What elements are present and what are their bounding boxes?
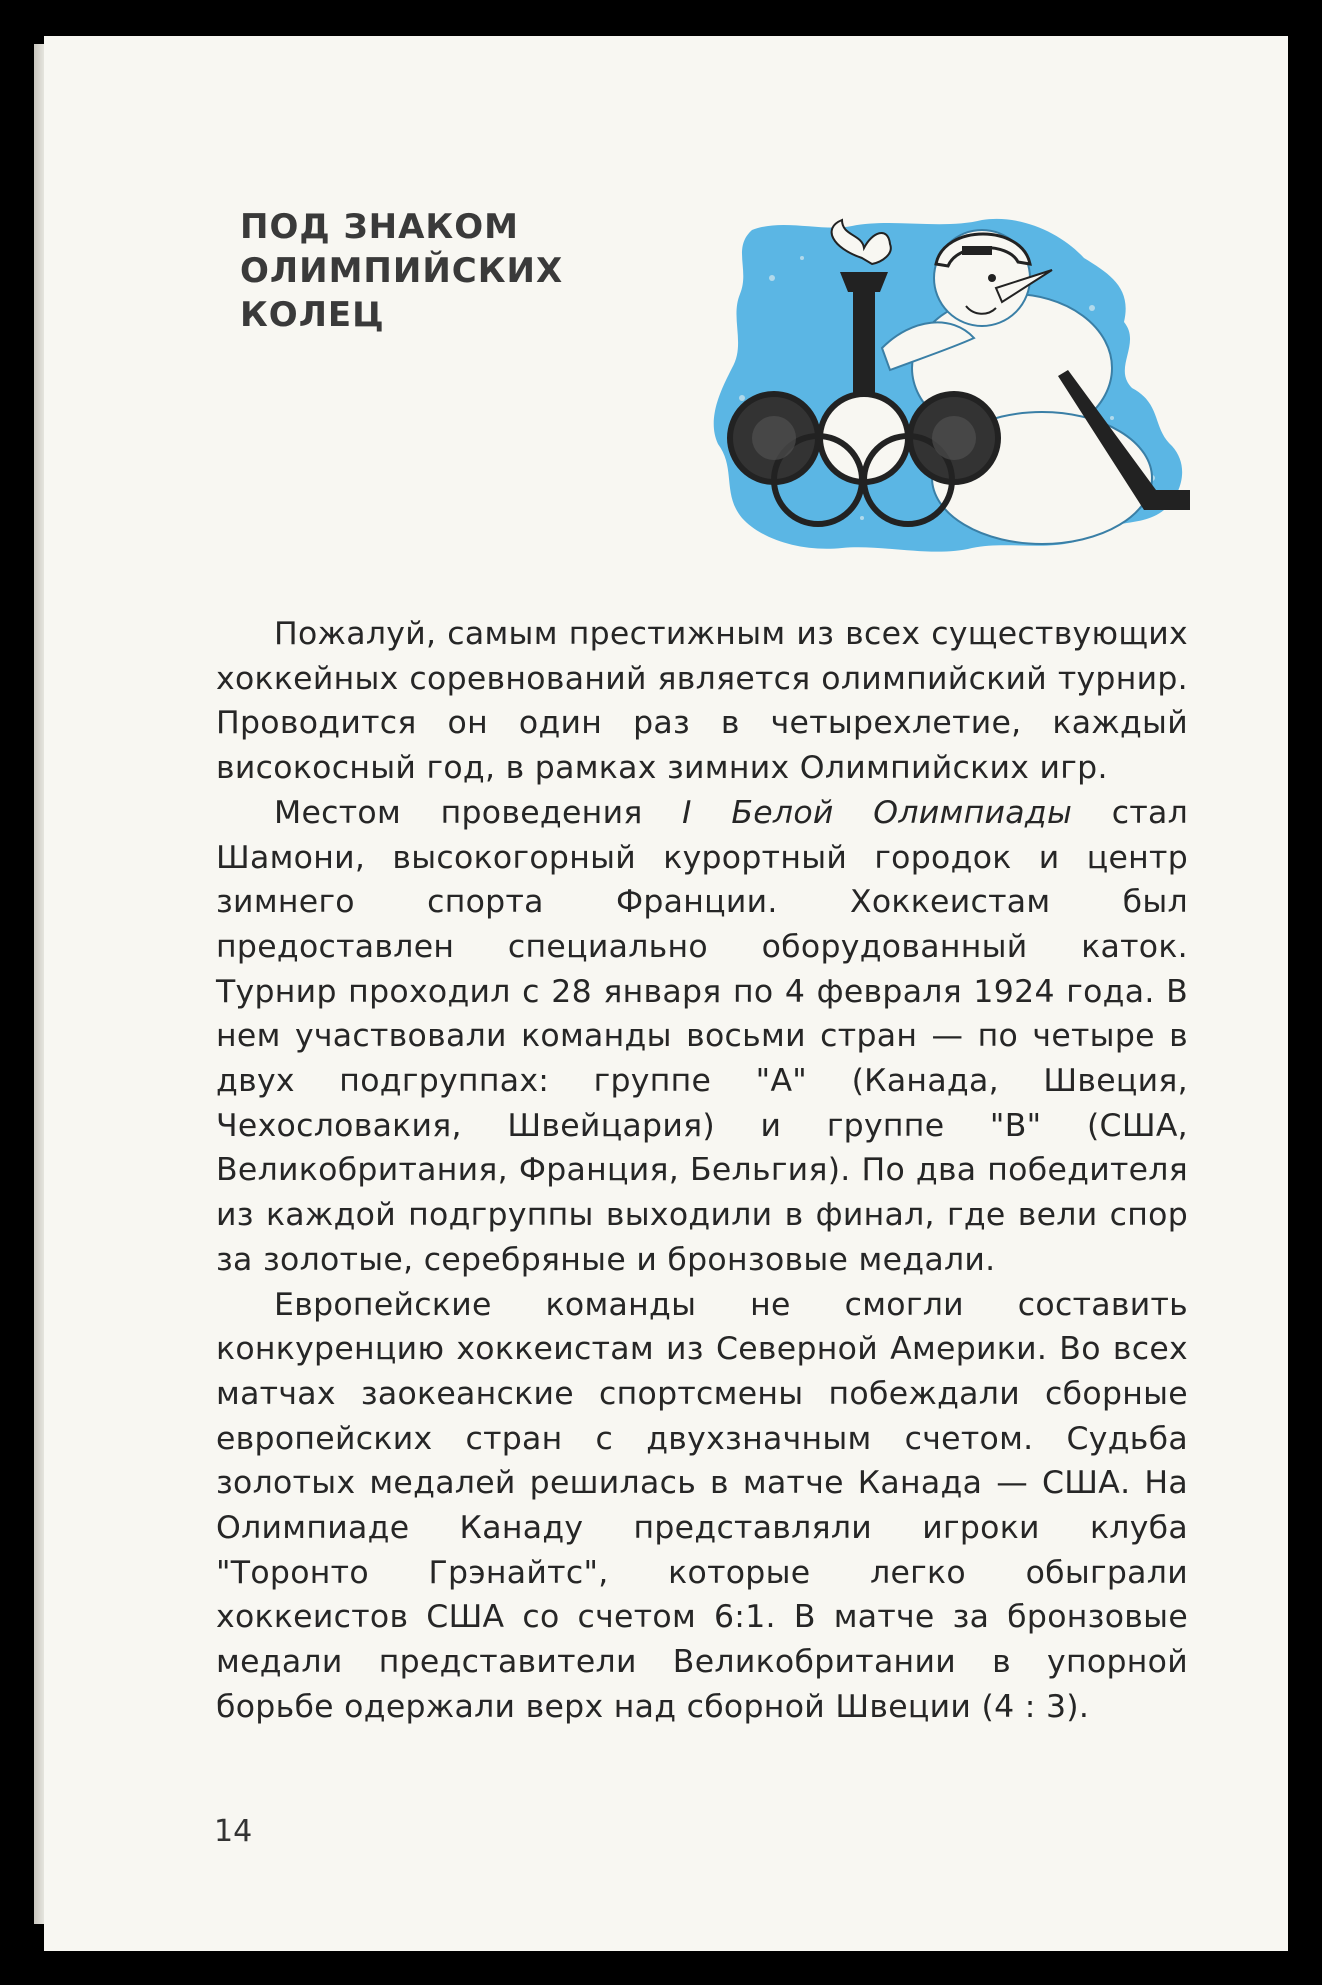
- snowman-hockey-olympic-rings-illustration: [712, 218, 1206, 558]
- paragraph-3: Европейские команды не смогли составить конкуренцию хоккеистам из Северной Америки. Во всех матчах заокеанские спортсмены побеждали сборные европейских стран с двухзначным счетом. Судьба золотых медалей решилась в матче Канада — США. На Олимпиаде Канаду представляли игроки клуба "Торонто Грэнайтс", которые легко обыграли хоккеистов США со счетом 6:1. В матче за бронзовые медали представители Великобритании в упорной борьбе одержали верх над сборной Швеции (4 : 3).: [216, 1286, 1188, 1725]
- ring-1-highlight: [752, 416, 796, 460]
- ring-3-highlight: [932, 416, 976, 460]
- snowman-eye: [988, 274, 996, 282]
- chapter-title-line-3: КОЛЕЦ: [240, 295, 385, 335]
- paragraph-1: Пожалуй, самым престижным из всех существующих хоккейных соревнований является олимпийский турнир. Проводится он один раз в четырехлетие, каждый високосный год, в рамках зимних Олимпийских игр.: [216, 616, 1188, 787]
- chapter-title-line-2: ОЛИМПИЙСКИХ: [240, 251, 564, 291]
- helmet-stripe: [962, 246, 992, 255]
- paragraph-2-italic: I Белой Олимпиады: [682, 794, 1073, 831]
- paragraph-2-after: стал Шамони, высокогорный курортный городок и центр зимнего спорта Франции. Хоккеистам был предоставлен специально оборудованный каток. Турнир проходил с 28 января по 4 февраля 1924 года. В нем участвовали команды восьми стран — по четыре в двух подгруппах: группе "А" (Канада, Швеция, Чехословакия, Швейцария) и группе "В" (США, Великобритания, Франция, Бельгия). По два победителя из каждой подгруппы выходили в финал, где вели спор за золотые, серебряные и бронзовые медали.: [216, 794, 1189, 1278]
- page-number: 14: [214, 1814, 253, 1849]
- paragraph-2: [216, 791, 1188, 1283]
- chapter-title-line-1: ПОД ЗНАКОМ: [240, 207, 519, 247]
- chapter-title: [240, 205, 563, 337]
- paragraph-2-before: Местом проведения: [274, 794, 683, 831]
- article-body: [216, 612, 1188, 1730]
- torch-cup: [840, 272, 888, 292]
